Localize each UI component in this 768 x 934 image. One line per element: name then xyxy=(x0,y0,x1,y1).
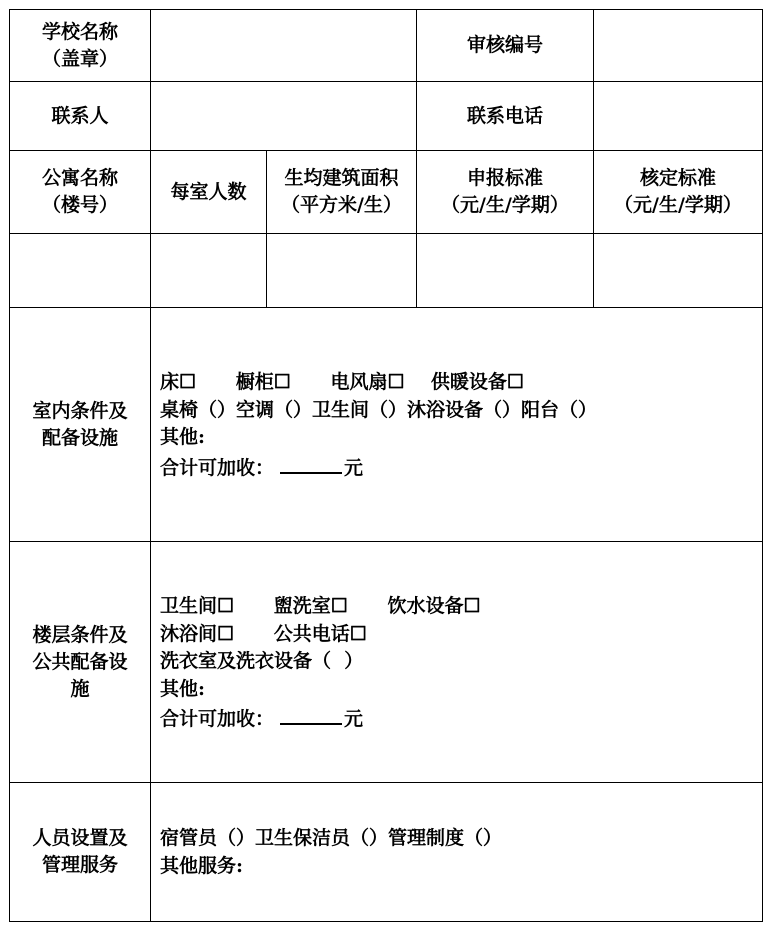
phone-field[interactable] xyxy=(594,82,762,150)
per-room-field[interactable] xyxy=(151,234,266,307)
col-per-room-text: 每室人数 xyxy=(170,180,247,203)
col-area xyxy=(267,151,416,233)
indoor-label-line1: 室内条件及 xyxy=(32,399,128,422)
v-rule xyxy=(762,9,763,922)
staff-line1[interactable]: 宿管员（）卫生保洁员（）管理制度（） xyxy=(160,827,503,849)
col-apartment-name xyxy=(10,151,150,233)
area-field[interactable] xyxy=(267,234,416,307)
contact-field[interactable] xyxy=(151,82,416,150)
col-approved-std xyxy=(594,151,762,233)
indoor-line1[interactable]: 床☐ 橱柜☐ 电风扇☐ 供暖设备☐ xyxy=(160,371,524,393)
floor-label-line3: 施 xyxy=(70,677,90,700)
col-declared-std-text: 申报标准 xyxy=(466,167,543,189)
floor-total-prefix: 合计可加收： xyxy=(160,708,275,730)
floor-line1[interactable]: 卫生间☐ 盥洗室☐ 饮水设备☐ xyxy=(160,595,481,617)
floor-line2[interactable]: 沐浴间☐ 公共电话☐ xyxy=(160,622,367,645)
indoor-label xyxy=(10,308,150,541)
review-no-label xyxy=(417,10,593,81)
floor-total-blank[interactable] xyxy=(280,703,342,725)
indoor-total-prefix: 合计可加收： xyxy=(160,456,275,479)
review-no-text: 审核编号 xyxy=(466,34,543,56)
phone-label xyxy=(417,82,593,150)
floor-label-line2: 公共配备设 xyxy=(32,650,128,673)
declared-std-field[interactable] xyxy=(417,234,593,307)
review-no-field[interactable] xyxy=(594,10,762,81)
indoor-total-suffix: 元 xyxy=(344,456,364,479)
indoor-other: 其他: xyxy=(160,426,206,448)
indoor-line2[interactable]: 桌椅（）空调（）卫生间（）沐浴设备（）阳台（） xyxy=(160,398,598,421)
staff-label xyxy=(10,783,150,921)
phone-text: 联系电话 xyxy=(466,104,543,127)
floor-label-line1: 楼层条件及 xyxy=(32,623,128,646)
school-name-label xyxy=(10,10,150,81)
floor-total xyxy=(160,703,480,734)
col-per-room xyxy=(151,151,266,233)
floor-content xyxy=(160,593,480,734)
contact-label xyxy=(10,82,150,150)
staff-line2: 其他服务: xyxy=(160,854,244,877)
col-area-text: 生均建筑面积 xyxy=(284,167,399,189)
staff-label-line1: 人员设置及 xyxy=(32,827,128,849)
indoor-total xyxy=(160,452,597,483)
col-declared-std-sub: （元/生/学期） xyxy=(441,194,569,216)
contact-text: 联系人 xyxy=(51,104,109,127)
col-apartment-name-sub: （楼号） xyxy=(41,194,118,216)
staff-label-line2: 管理服务 xyxy=(41,854,118,876)
school-name-field[interactable] xyxy=(151,10,416,81)
floor-other: 其他: xyxy=(160,677,206,700)
col-declared-std xyxy=(417,151,593,233)
indoor-total-blank[interactable] xyxy=(280,452,342,474)
col-area-sub: （平方米/生） xyxy=(281,194,402,216)
approved-std-field[interactable] xyxy=(594,234,762,307)
school-name-sub: （盖章） xyxy=(41,47,118,70)
floor-line3[interactable]: 洗衣室及洗衣设备（ ） xyxy=(160,650,364,672)
col-apartment-name-text: 公寓名称 xyxy=(41,167,118,189)
col-approved-std-sub: （元/生/学期） xyxy=(614,194,742,216)
h-rule xyxy=(9,921,763,922)
col-approved-std-text: 核定标准 xyxy=(639,167,716,189)
floor-total-suffix: 元 xyxy=(344,708,364,730)
school-name-text: 学校名称 xyxy=(41,20,118,43)
staff-content xyxy=(160,825,502,880)
indoor-content xyxy=(160,369,597,482)
indoor-label-line2: 配备设施 xyxy=(41,426,118,449)
floor-label xyxy=(10,542,150,782)
apartment-name-field[interactable] xyxy=(10,234,150,307)
